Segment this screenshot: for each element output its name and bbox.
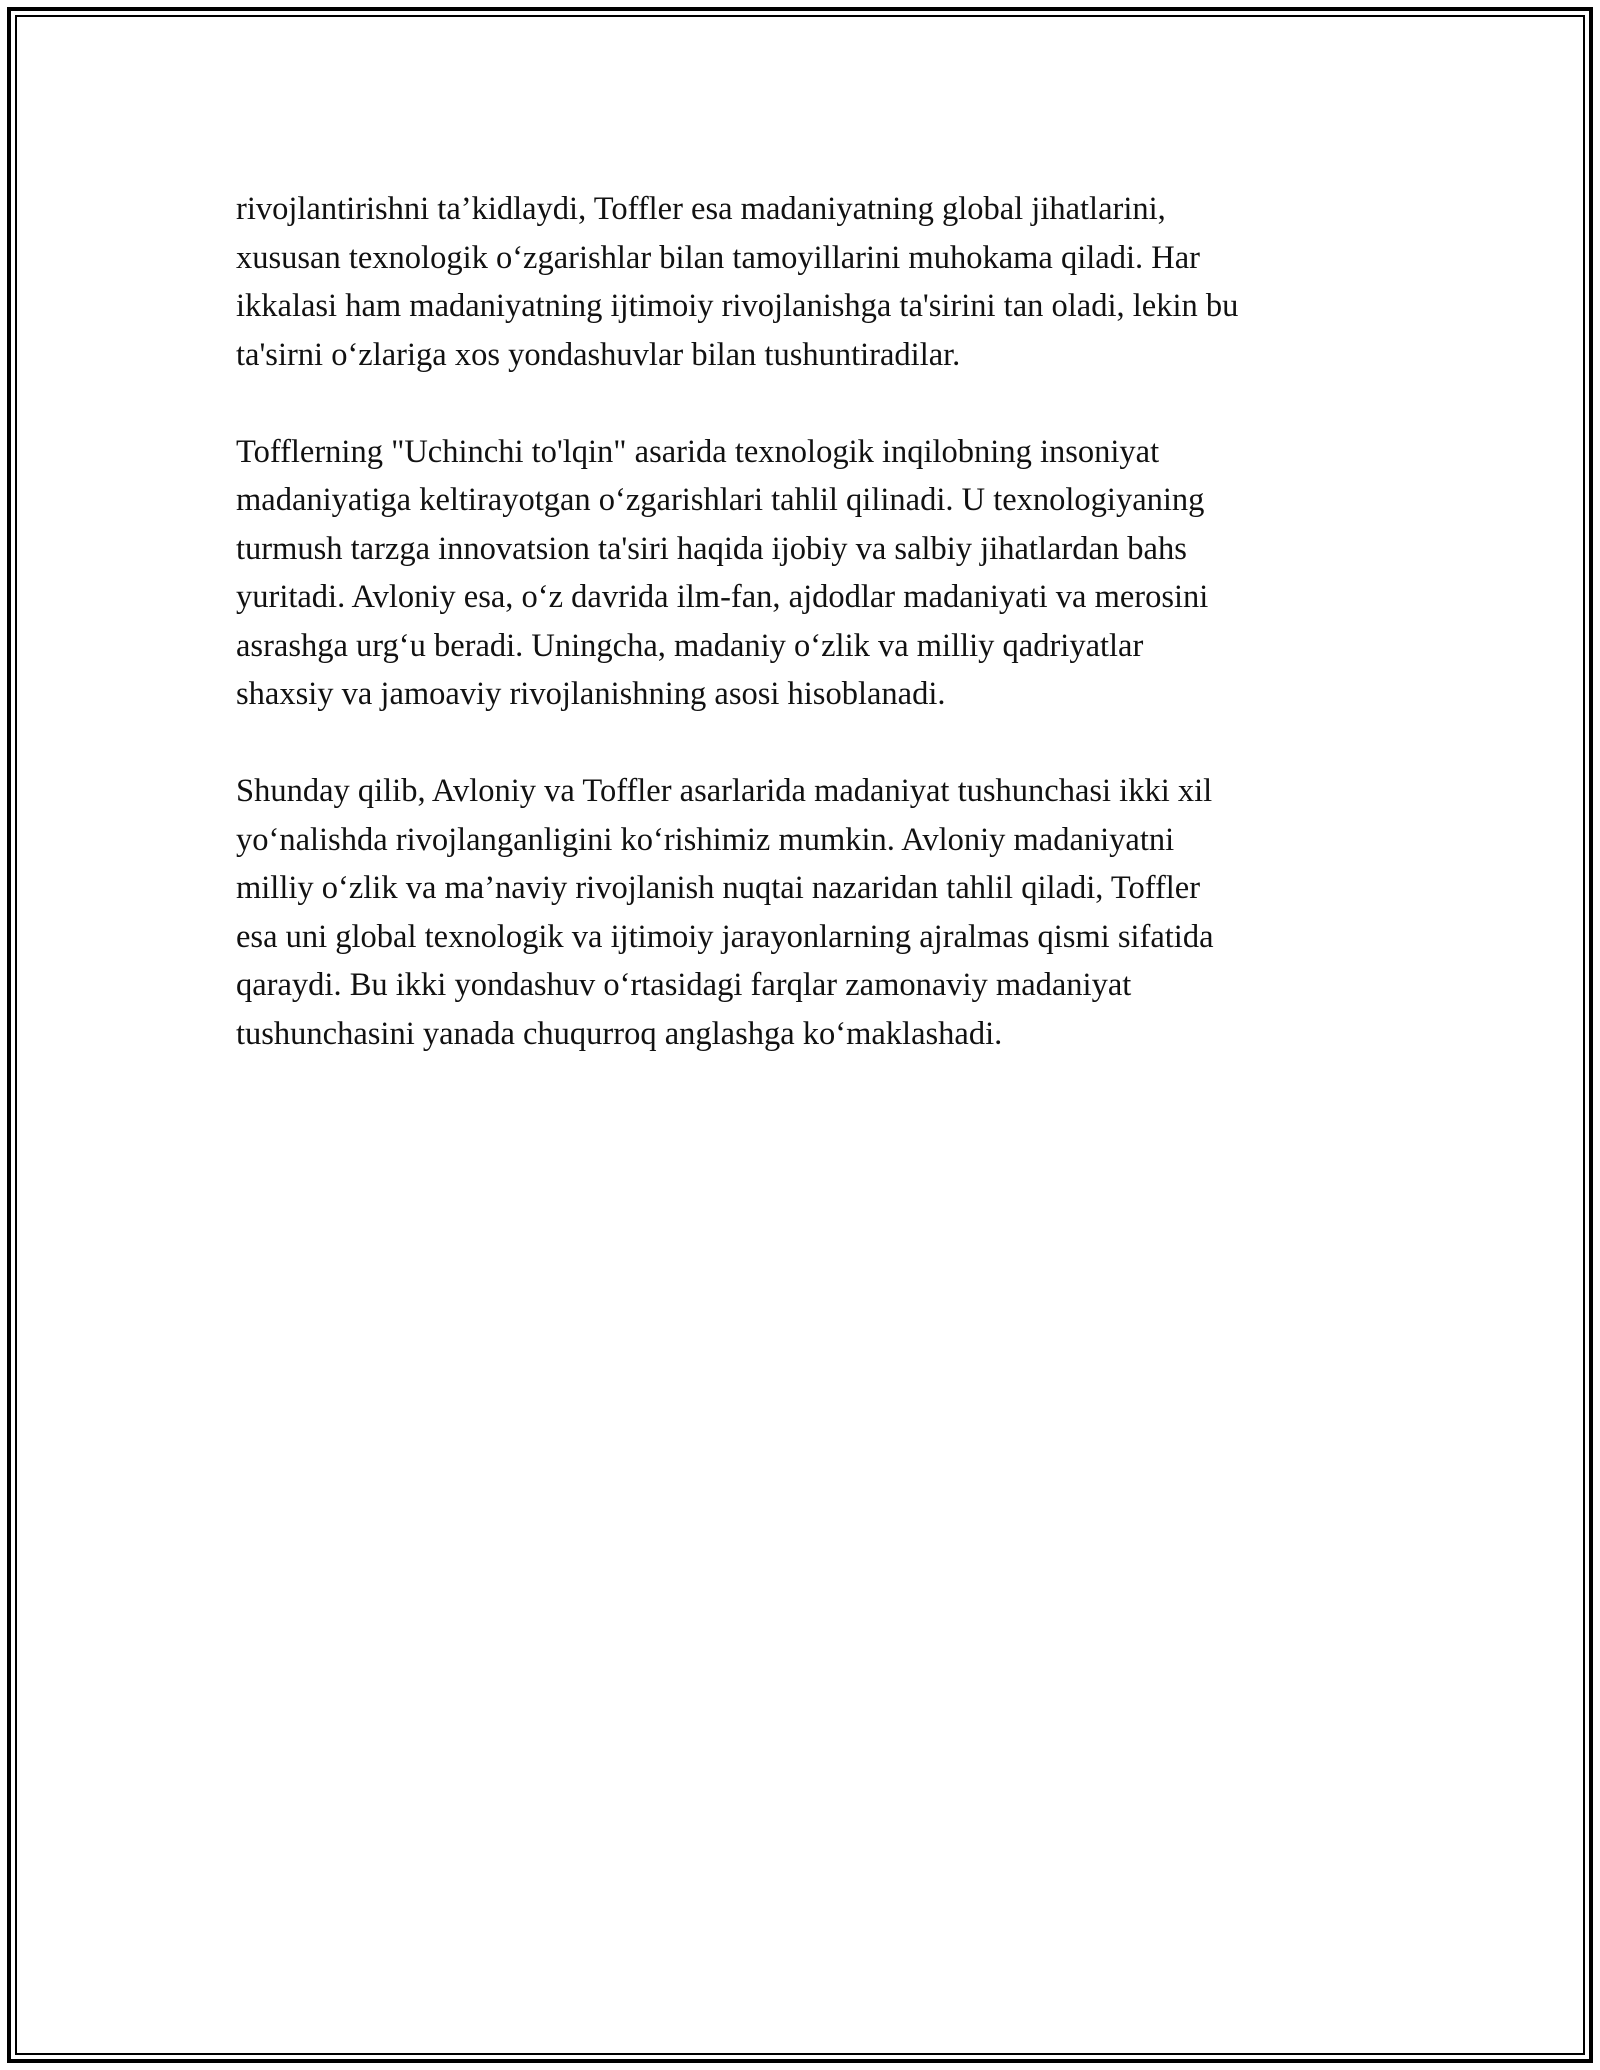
paragraph-line: Shunday qilib, Avloniy va Toffler asarlarida madaniyat tushunchasi ikki xil [236, 773, 1213, 809]
paragraph-line: shaxsiy va jamoaviy rivojlanishning asosi hisoblanadi. [236, 676, 946, 712]
paragraph-line: turmush tarzga innovatsion ta'siri haqida ijobiy va salbiy jihatlardan bahs [236, 530, 1187, 567]
paragraph-3 [236, 767, 1376, 1058]
paragraph-line: madaniyatiga keltirayotgan o‘zgarishlari tahlil qilinadi. U texnologiyaning [236, 482, 1205, 518]
paragraph-line: tushunchasini yanada chuqurroq anglashga ko‘maklashadi. [236, 1015, 1003, 1052]
paragraph-2 [236, 428, 1376, 719]
paragraph-line: rivojlantirishni ta’kidlaydi, Toffler esa madaniyatning global jihatlarini, [236, 191, 1166, 227]
document-body [236, 185, 1376, 1058]
paragraph-line: ta'sirni o‘zlariga xos yondashuvlar bilan tushuntiradilar. [236, 336, 961, 373]
paragraph-line: xususan texnologik o‘zgarishlar bilan tamoyillarini muhokama qiladi. Har [236, 239, 1200, 276]
paragraph-line: Tofflerning "Uchinchi to'lqin" asarida texnologik inqilobning insoniyat [236, 433, 1160, 470]
paragraph-line: milliy o‘zlik va ma’naviy rivojlanish nuqtai nazaridan tahlil qiladi, Toffler [236, 870, 1201, 906]
paragraph-line: yuritadi. Avloniy esa, o‘z davrida ilm-fan, ajdodlar madaniyati va merosini [236, 579, 1209, 615]
paragraph-line: yo‘nalishda rivojlanganligini ko‘rishimiz mumkin. Avloniy madaniyatni [236, 821, 1175, 858]
paragraph-line: esa uni global texnologik va ijtimoiy jarayonlarning ajralmas qismi sifatida [236, 918, 1214, 955]
paragraph-1 [236, 185, 1376, 379]
paragraph-line: ikkalasi ham madaniyatning ijtimoiy rivojlanishga ta'sirini tan oladi, lekin bu [236, 288, 1239, 324]
paragraph-line: asrashga urg‘u beradi. Uningcha, madaniy o‘zlik va milliy qadriyatlar [236, 627, 1144, 664]
paragraph-line: qaraydi. Bu ikki yondashuv o‘rtasidagi farqlar zamonaviy madaniyat [236, 967, 1132, 1003]
